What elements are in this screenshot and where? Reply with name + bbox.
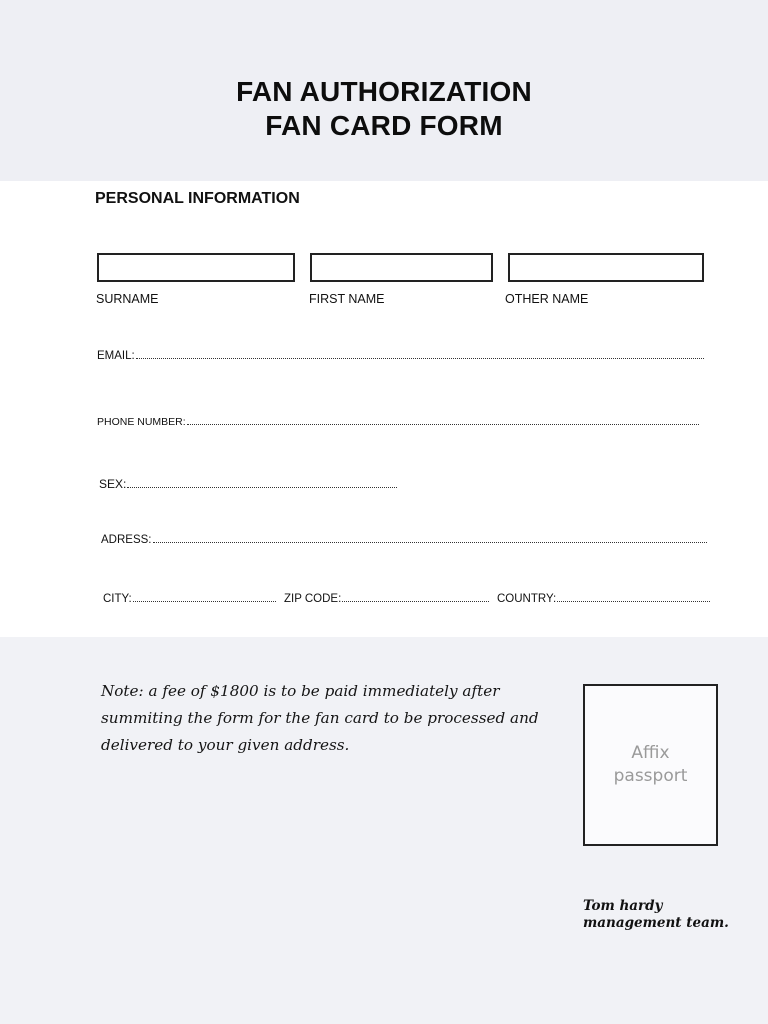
- passport-photo-label: Affix passport: [613, 743, 688, 786]
- signature-line2: management team.: [583, 915, 729, 931]
- section-title: PERSONAL INFORMATION: [95, 190, 300, 207]
- surname-input[interactable]: [97, 253, 295, 282]
- signature-block: [583, 898, 753, 932]
- address-line[interactable]: [153, 532, 708, 543]
- email-field[interactable]: [97, 348, 704, 362]
- sex-label: SEX:: [99, 477, 127, 491]
- sex-line[interactable]: [127, 477, 397, 488]
- form-title-line1: FAN AUTHORIZATION: [236, 76, 532, 107]
- sex-field[interactable]: [99, 477, 397, 491]
- zip-code-line[interactable]: [342, 591, 489, 602]
- fee-note: Note: a fee of $1800 is to be paid immediately after summiting the form for the fan card to be processed and delivered to your given address.: [101, 682, 539, 754]
- phone-field[interactable]: [97, 414, 699, 428]
- zip-code-label: ZIP CODE:: [284, 593, 342, 605]
- other-name-input[interactable]: [508, 253, 704, 282]
- address-label: ADRESS:: [101, 534, 152, 546]
- phone-line[interactable]: [187, 414, 699, 425]
- phone-label: PHONE NUMBER:: [97, 416, 186, 428]
- passport-photo-box: [583, 684, 718, 846]
- country-field[interactable]: [497, 591, 710, 605]
- country-label: COUNTRY:: [497, 593, 557, 605]
- country-line[interactable]: [557, 591, 710, 602]
- signature-line1: Tom hardy: [583, 898, 663, 914]
- city-field[interactable]: [103, 591, 276, 605]
- email-line[interactable]: [136, 348, 704, 359]
- other-name-label: OTHER NAME: [505, 292, 589, 306]
- email-label: EMAIL:: [97, 350, 135, 362]
- surname-label: SURNAME: [96, 292, 159, 306]
- address-field[interactable]: [101, 532, 707, 546]
- city-line[interactable]: [133, 591, 276, 602]
- first-name-input[interactable]: [310, 253, 493, 282]
- first-name-label: FIRST NAME: [309, 292, 385, 306]
- city-label: CITY:: [103, 593, 132, 605]
- zip-code-field[interactable]: [284, 591, 489, 605]
- personal-information-panel: [0, 181, 768, 637]
- form-title-line2: FAN CARD FORM: [265, 110, 503, 141]
